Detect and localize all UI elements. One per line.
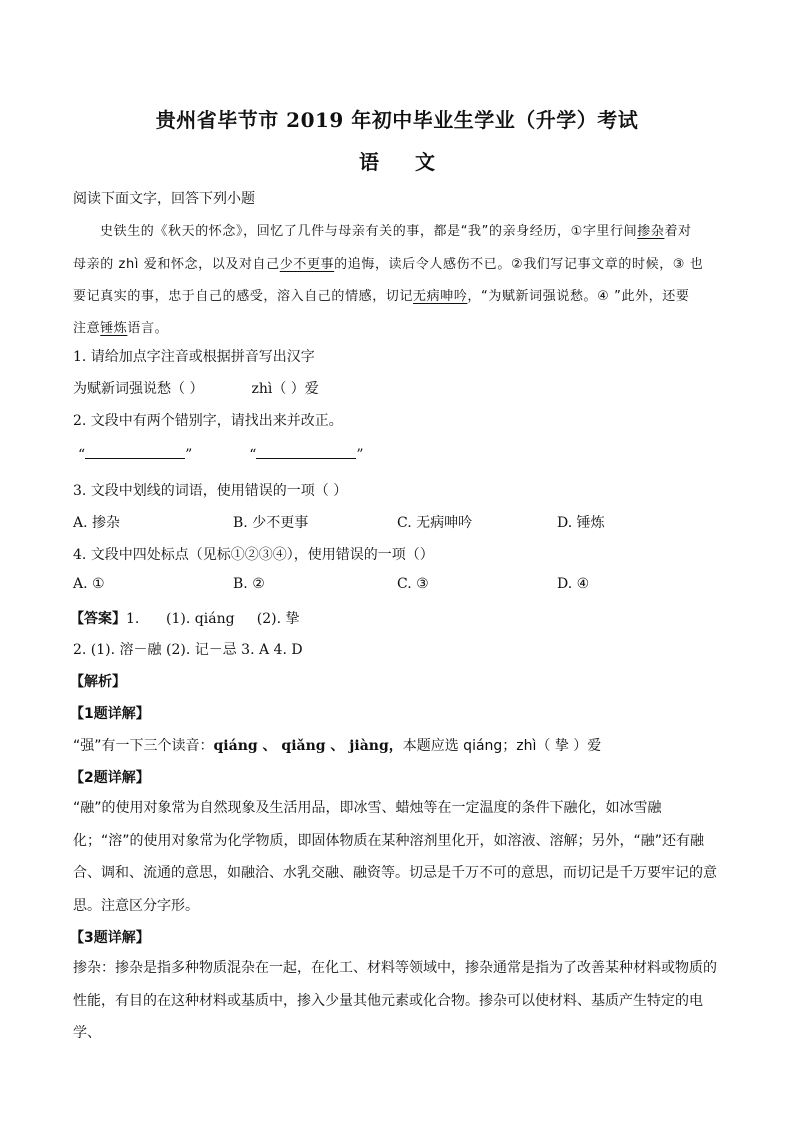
passage-line-4: 注意锤炼语言。 [73, 321, 169, 336]
question-4-option-d: D. ④ [557, 576, 590, 592]
detail-2-heading: 【2题详解】 [70, 770, 150, 786]
underlined-word-chuilian: 锤炼 [100, 321, 128, 336]
subject-char-1: 语 [359, 150, 379, 174]
underlined-word-canza: 掺杂 [637, 224, 665, 239]
question-1a: 为赋新词强说愁（ ） [73, 381, 204, 397]
answer-blank-1[interactable] [85, 446, 185, 459]
question-1-items [73, 378, 319, 398]
detail-3-heading: 【3题详解】 [70, 930, 150, 946]
detail-3-text: 掺杂：掺杂是指多种物质混杂在一起，在化工、材料等领域中，掺杂通常是指为了改善某种材料或物质的性能，有目的在这种材料或基质中，掺入少量其他元素或化合物。掺杂可以使材料、基质产生特定的电学、 [73, 960, 717, 1041]
analysis-label: 【解析】 [70, 674, 126, 690]
question-1b: zhì（ ）爱 [251, 381, 319, 397]
underlined-word-wubingshenyin: 无病呻吟 [413, 289, 468, 304]
detail-2-text: “融”的使用对象常为自然现象及生活用品，即冰雪、蜡烛等在一定温度的条件下融化，如冰雪融化；“溶”的使用对象常为化学物质，即固体物质在某种溶剂里化开，如溶液、溶解；另外，“融”还有融合、调和、流通的意思，如融洽、水乳交融、融资等。切忌是千万不可的意思，而切记是千万要牢记的意思。注意区分字形。 [73, 800, 717, 914]
question-2-blanks: “ ” “ ” [78, 447, 364, 463]
passage-line-1: 史铁生的《秋天的怀念》，回忆了几件与母亲有关的事，都是“我”的亲身经历，①字里行间掺杂着对 [100, 224, 692, 239]
question-1-stem: 1. 请给加点字注音或根据拼音写出汉字 [73, 349, 315, 365]
reading-instruction: 阅读下面文字，回答下列小题 [73, 191, 255, 207]
subject-char-2: 文 [415, 150, 435, 174]
question-4-stem: 4. 文段中四处标点（见标①②③④），使用错误的一项（） [73, 547, 434, 563]
passage-line-3: 要记真实的事，忠于自己的感受，溶入自己的情感，切记无病呻吟，“为赋新词强说愁。④ ”此外，还要 [73, 289, 690, 304]
subject-title [0, 146, 794, 175]
answer-blank-2[interactable] [256, 446, 356, 459]
question-3-option-d: D. 锤炼 [557, 515, 605, 531]
question-3-stem: 3. 文段中划线的词语，使用错误的一项（ ） [73, 483, 348, 499]
answer-line-1: 【答案】1. (1). qiáng (2). 挚 [70, 611, 300, 627]
question-2-stem: 2. 文段中有两个错别字，请找出来并改正。 [73, 413, 343, 429]
question-4-option-b: B. ② [233, 576, 265, 592]
question-4-option-c: C. ③ [397, 576, 429, 592]
detail-1-heading: 【1题详解】 [70, 706, 150, 722]
detail-1-text: “强”有一下三个读音：qiáng 、 qiǎng 、 jiàng，本题应选 qiáng；zhì（ 挚 ）爱 [73, 738, 602, 754]
question-3-option-c: C. 无病呻吟 [397, 515, 473, 531]
question-3-option-b: B. 少不更事 [233, 515, 309, 531]
underlined-word-shaobugengshi: 少不更事 [279, 257, 335, 272]
exam-title: 贵州省毕节市 2019 年初中毕业生学业（升学）考试 [155, 108, 639, 132]
passage-line-2: 母亲的 zhì 爱和怀念，以及对自己少不更事的追悔，读后令人感伤不已。②我们写记事文章的时候，③ 也 [73, 257, 704, 272]
question-4-option-a: A. ① [73, 576, 105, 592]
answer-line-2: 2. (1). 溶－融 (2). 记－忌 3. A 4. D [73, 642, 303, 658]
answer-label: 【答案】 [70, 611, 126, 627]
question-3-option-a: A. 掺杂 [73, 515, 121, 531]
